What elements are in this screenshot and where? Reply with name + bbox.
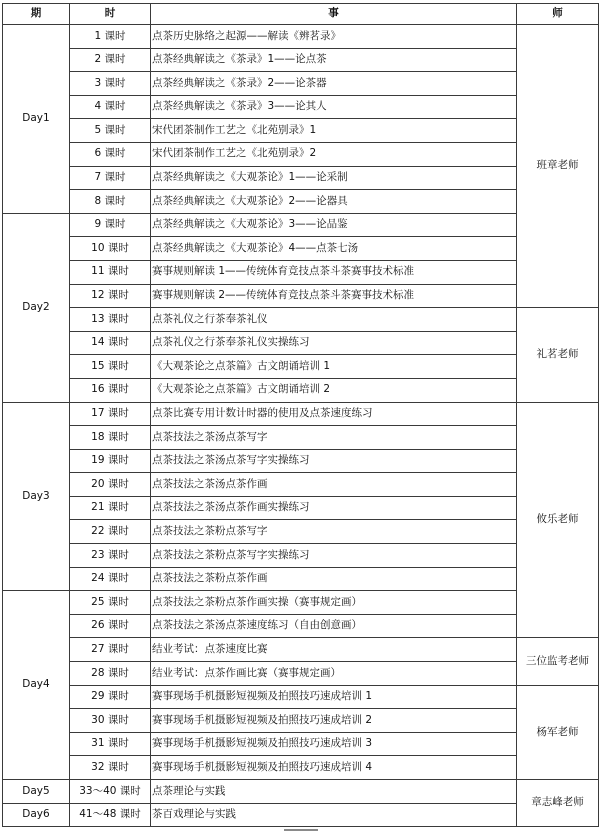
table-row bbox=[3, 473, 599, 497]
table-row bbox=[3, 25, 599, 49]
topic-cell: 点茶经典解读之《大观茶论》2——论器具 bbox=[151, 190, 517, 214]
time-cell: 2 课时 bbox=[70, 48, 151, 72]
table-row bbox=[3, 142, 599, 166]
table-row bbox=[3, 732, 599, 756]
time-cell: 30 课时 bbox=[70, 709, 151, 733]
time-cell: 22 课时 bbox=[70, 520, 151, 544]
teacher-cell: 礼茗老师 bbox=[517, 308, 599, 402]
topic-cell: 点茶技法之茶汤点茶写字 bbox=[151, 426, 517, 450]
time-cell: 18 课时 bbox=[70, 426, 151, 450]
topic-cell: 结业考试：点茶速度比赛 bbox=[151, 638, 517, 662]
time-cell: 13 课时 bbox=[70, 308, 151, 332]
table-row bbox=[3, 308, 599, 332]
day-cell: Day1 bbox=[3, 25, 70, 214]
topic-cell: 赛事现场手机摄影短视频及拍照技巧速成培训 1 bbox=[151, 685, 517, 709]
teacher-cell: 章志峰老师 bbox=[517, 780, 599, 827]
topic-cell: 点茶技法之茶汤点茶写字实操练习 bbox=[151, 449, 517, 473]
topic-cell: 点茶经典解读之《大观茶论》4——点茶七汤 bbox=[151, 237, 517, 261]
table-row bbox=[3, 614, 599, 638]
time-cell: 12 课时 bbox=[70, 284, 151, 308]
topic-cell: 《大观茶论之点茶篇》古文朗诵培训 1 bbox=[151, 355, 517, 379]
table-row bbox=[3, 355, 599, 379]
time-cell: 32 课时 bbox=[70, 756, 151, 780]
header-teacher: 师 bbox=[517, 4, 599, 25]
time-cell: 9 课时 bbox=[70, 213, 151, 237]
table-row bbox=[3, 803, 599, 827]
table-row bbox=[3, 426, 599, 450]
table-row bbox=[3, 638, 599, 662]
time-cell: 33～40 课时 bbox=[70, 780, 151, 804]
table-row bbox=[3, 331, 599, 355]
topic-cell: 点茶技法之茶粉点茶作画 bbox=[151, 567, 517, 591]
time-cell: 10 课时 bbox=[70, 237, 151, 261]
time-cell: 24 课时 bbox=[70, 567, 151, 591]
table-row bbox=[3, 119, 599, 143]
table-row bbox=[3, 591, 599, 615]
header-time: 时 bbox=[70, 4, 151, 25]
time-cell: 1 课时 bbox=[70, 25, 151, 49]
time-cell: 41～48 课时 bbox=[70, 803, 151, 827]
day-cell: Day4 bbox=[3, 591, 70, 780]
table-row bbox=[3, 260, 599, 284]
day-cell: Day5 bbox=[3, 780, 70, 804]
topic-cell: 点茶技法之茶粉点茶写字 bbox=[151, 520, 517, 544]
topic-cell: 点茶礼仪之行茶奉茶礼仪实操练习 bbox=[151, 331, 517, 355]
time-cell: 20 课时 bbox=[70, 473, 151, 497]
table-row bbox=[3, 72, 599, 96]
time-cell: 4 课时 bbox=[70, 95, 151, 119]
table-row bbox=[3, 780, 599, 804]
time-cell: 27 课时 bbox=[70, 638, 151, 662]
time-cell: 19 课时 bbox=[70, 449, 151, 473]
time-cell: 15 课时 bbox=[70, 355, 151, 379]
page-scroll-indicator bbox=[284, 829, 318, 831]
header-row bbox=[3, 4, 599, 25]
teacher-cell: 杨军老师 bbox=[517, 685, 599, 779]
time-cell: 3 课时 bbox=[70, 72, 151, 96]
table-row bbox=[3, 378, 599, 402]
topic-cell: 赛事现场手机摄影短视频及拍照技巧速成培训 3 bbox=[151, 732, 517, 756]
topic-cell: 点茶比赛专用计数计时器的使用及点茶速度练习 bbox=[151, 402, 517, 426]
table-row bbox=[3, 95, 599, 119]
table-row bbox=[3, 496, 599, 520]
table-row bbox=[3, 662, 599, 686]
topic-cell: 茶百戏理论与实践 bbox=[151, 803, 517, 827]
topic-cell: 点茶经典解读之《大观茶论》3——论品鉴 bbox=[151, 213, 517, 237]
time-cell: 23 课时 bbox=[70, 544, 151, 568]
topic-cell: 赛事现场手机摄影短视频及拍照技巧速成培训 2 bbox=[151, 709, 517, 733]
topic-cell: 点茶技法之茶粉点茶作画实操（赛事规定画） bbox=[151, 591, 517, 615]
time-cell: 7 课时 bbox=[70, 166, 151, 190]
time-cell: 28 课时 bbox=[70, 662, 151, 686]
day-cell: Day6 bbox=[3, 803, 70, 827]
topic-cell: 点茶经典解读之《茶录》2——论茶器 bbox=[151, 72, 517, 96]
time-cell: 17 课时 bbox=[70, 402, 151, 426]
topic-cell: 点茶经典解读之《茶录》3——论其人 bbox=[151, 95, 517, 119]
topic-cell: 点茶历史脉络之起源——解读《辨茗录》 bbox=[151, 25, 517, 49]
time-cell: 31 课时 bbox=[70, 732, 151, 756]
time-cell: 26 课时 bbox=[70, 614, 151, 638]
topic-cell: 点茶技法之茶汤点茶速度练习（自由创意画） bbox=[151, 614, 517, 638]
table-row bbox=[3, 756, 599, 780]
topic-cell: 点茶礼仪之行茶奉茶礼仪 bbox=[151, 308, 517, 332]
topic-cell: 宋代团茶制作工艺之《北苑别录》2 bbox=[151, 142, 517, 166]
header-period: 期 bbox=[3, 4, 70, 25]
table-row bbox=[3, 544, 599, 568]
table-row bbox=[3, 520, 599, 544]
table-row bbox=[3, 166, 599, 190]
table-row bbox=[3, 449, 599, 473]
table-row bbox=[3, 709, 599, 733]
time-cell: 8 课时 bbox=[70, 190, 151, 214]
day-cell: Day2 bbox=[3, 213, 70, 402]
topic-cell: 结业考试：点茶作画比赛（赛事规定画） bbox=[151, 662, 517, 686]
time-cell: 29 课时 bbox=[70, 685, 151, 709]
topic-cell: 点茶经典解读之《茶录》1——论点茶 bbox=[151, 48, 517, 72]
table-row bbox=[3, 213, 599, 237]
time-cell: 11 课时 bbox=[70, 260, 151, 284]
time-cell: 14 课时 bbox=[70, 331, 151, 355]
teacher-cell: 三位监考老师 bbox=[517, 638, 599, 685]
teacher-cell: 班章老师 bbox=[517, 25, 599, 308]
topic-cell: 赛事规则解读 1——传统体育竞技点茶斗茶赛事技术标准 bbox=[151, 260, 517, 284]
topic-cell: 点茶技法之茶粉点茶写字实操练习 bbox=[151, 544, 517, 568]
time-cell: 25 课时 bbox=[70, 591, 151, 615]
header-task: 事 bbox=[151, 4, 517, 25]
table-row bbox=[3, 284, 599, 308]
table-row bbox=[3, 685, 599, 709]
topic-cell: 点茶经典解读之《大观茶论》1——论采制 bbox=[151, 166, 517, 190]
table-row bbox=[3, 190, 599, 214]
time-cell: 21 课时 bbox=[70, 496, 151, 520]
schedule-table bbox=[2, 3, 599, 827]
day-cell: Day3 bbox=[3, 402, 70, 591]
time-cell: 6 课时 bbox=[70, 142, 151, 166]
time-cell: 5 课时 bbox=[70, 119, 151, 143]
teacher-cell: 攸乐老师 bbox=[517, 402, 599, 638]
time-cell: 16 课时 bbox=[70, 378, 151, 402]
topic-cell: 赛事现场手机摄影短视频及拍照技巧速成培训 4 bbox=[151, 756, 517, 780]
table-row bbox=[3, 567, 599, 591]
table-row bbox=[3, 402, 599, 426]
table-row bbox=[3, 237, 599, 261]
topic-cell: 点茶技法之茶汤点茶作画实操练习 bbox=[151, 496, 517, 520]
topic-cell: 点茶技法之茶汤点茶作画 bbox=[151, 473, 517, 497]
table-row bbox=[3, 48, 599, 72]
topic-cell: 宋代团茶制作工艺之《北苑别录》1 bbox=[151, 119, 517, 143]
topic-cell: 点茶理论与实践 bbox=[151, 780, 517, 804]
topic-cell: 赛事规则解读 2——传统体育竞技点茶斗茶赛事技术标准 bbox=[151, 284, 517, 308]
topic-cell: 《大观茶论之点茶篇》古文朗诵培训 2 bbox=[151, 378, 517, 402]
